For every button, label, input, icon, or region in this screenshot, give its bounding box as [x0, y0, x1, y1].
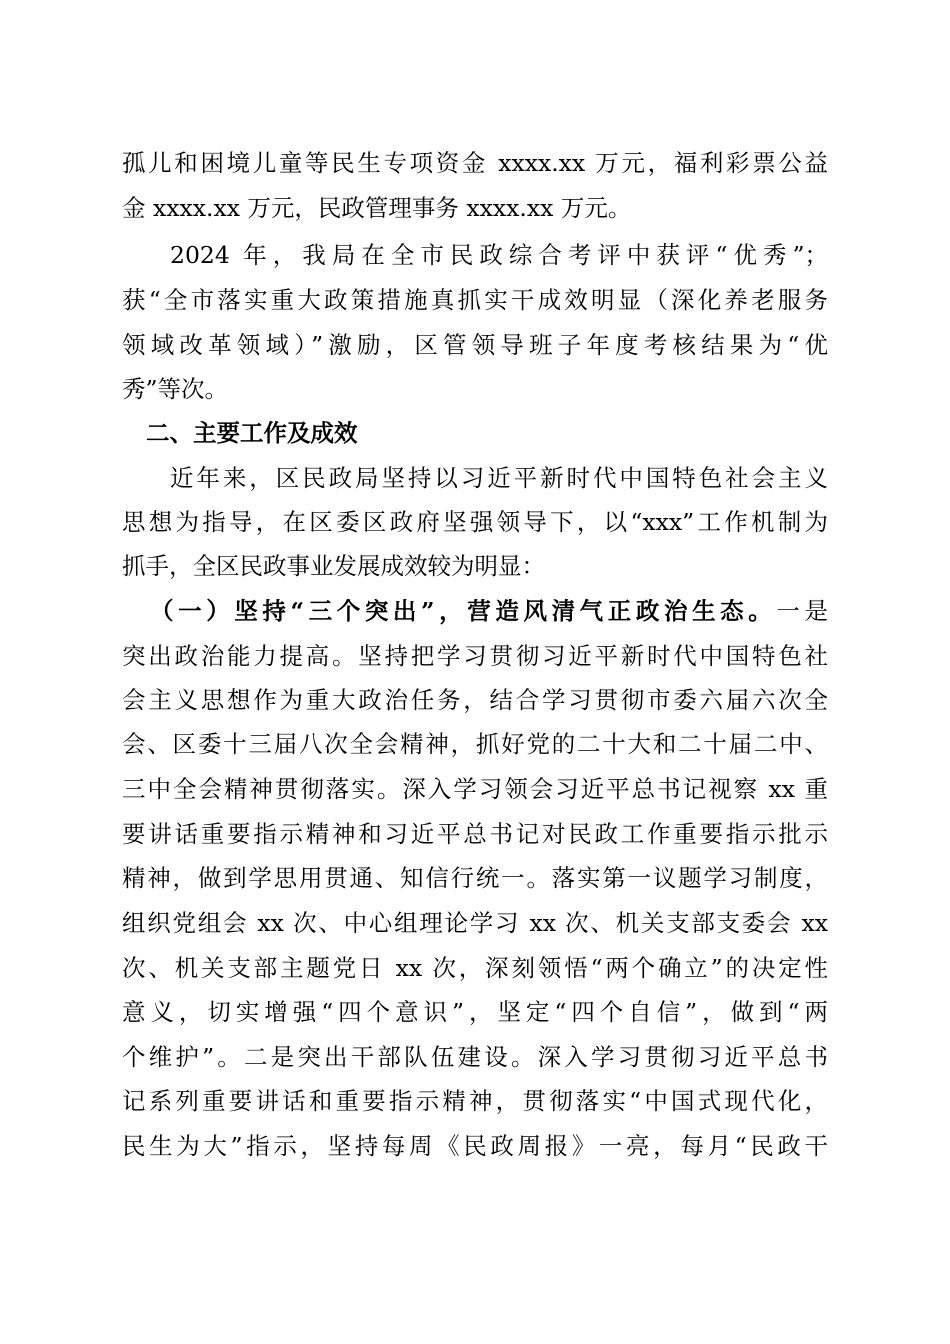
text-line	[122, 864, 828, 892]
line-text: 意义，切实增强“四个意识”，坚定“四个自信”，做到“两	[122, 998, 828, 1026]
line-text: 三中全会精神贯彻落实。深入学习领会习近平总书记视察 xx 重	[122, 775, 828, 803]
text-line	[150, 597, 828, 625]
line-text: 精神，做到学思用贯通、知信行统一。落实第一议题学习制度，	[122, 864, 828, 892]
line-text: 孤儿和困境儿童等民生专项资金 xxxx.xx 万元，福利彩票公益	[122, 149, 828, 177]
text-line	[122, 730, 828, 758]
line-text: 会主义思想作为重大政治任务，结合学习贯彻市委六届六次全	[122, 686, 828, 714]
line-text: 个维护”。二是突出干部队伍建设。深入学习贯彻习近平总书	[122, 1043, 828, 1071]
line-text: 金 xxxx.xx 万元，民政管理事务 xxxx.xx 万元。	[122, 194, 632, 222]
text-line	[122, 686, 828, 714]
line-text: 领域改革领域）”激励，区管领导班子年度考核结果为“优	[122, 331, 828, 359]
text-line	[122, 331, 828, 359]
text-line	[122, 1087, 828, 1115]
text-line	[122, 642, 828, 670]
subsection-title: （一）坚持“三个突出”，营造风清气正政治生态。	[150, 597, 777, 625]
text-line	[170, 464, 828, 492]
line-text: 二、主要工作及成效	[146, 419, 358, 447]
line-text: 思想为指导，在区委区政府坚强领导下，以“xxx”工作机制为	[122, 508, 828, 536]
line-text: 组织党组会 xx 次、中心组理论学习 xx 次、机关支部支委会 xx	[122, 909, 828, 937]
text-line	[122, 1132, 828, 1160]
line-text: 民生为大”指示，坚持每周《民政周报》一亮，每月“民政干	[122, 1132, 828, 1160]
line-text: 会、区委十三届八次全会精神，抓好党的二十大和二十届二中、	[122, 730, 828, 758]
line-text: 近年来，区民政局坚持以习近平新时代中国特色社会主义	[170, 464, 828, 492]
text-line	[122, 820, 828, 848]
text-line	[122, 375, 828, 403]
text-line	[122, 1043, 828, 1071]
text-line	[122, 552, 828, 580]
text-line	[122, 998, 828, 1026]
text-line	[170, 241, 828, 269]
line-text: 2024 年，我局在全市民政综合考评中获评“优秀”；	[170, 241, 828, 269]
text-line	[122, 508, 828, 536]
line-text: 抓手，全区民政事业发展成效较为明显：	[122, 552, 545, 580]
line-text: 次、机关支部主题党日 xx 次，深刻领悟“两个确立”的决定性	[122, 954, 828, 982]
section-heading	[146, 419, 852, 447]
text-line	[122, 149, 828, 177]
text-line	[122, 286, 828, 314]
text-line	[122, 775, 828, 803]
text-line	[122, 194, 828, 222]
text-line	[122, 909, 828, 937]
line-text: 突出政治能力提高。坚持把学习贯彻习近平新时代中国特色社	[122, 642, 828, 670]
line-text: 一是	[776, 597, 828, 625]
line-text: 记系列重要讲话和重要指示精神，贯彻落实“中国式现代化，	[122, 1087, 828, 1115]
text-line	[122, 954, 828, 982]
line-text: 获“全市落实重大政策措施真抓实干成效明显（深化养老服务	[122, 286, 828, 314]
line-text: 要讲话重要指示精神和习近平总书记对民政工作重要指示批示	[122, 820, 828, 848]
line-text: 秀”等次。	[122, 375, 229, 403]
